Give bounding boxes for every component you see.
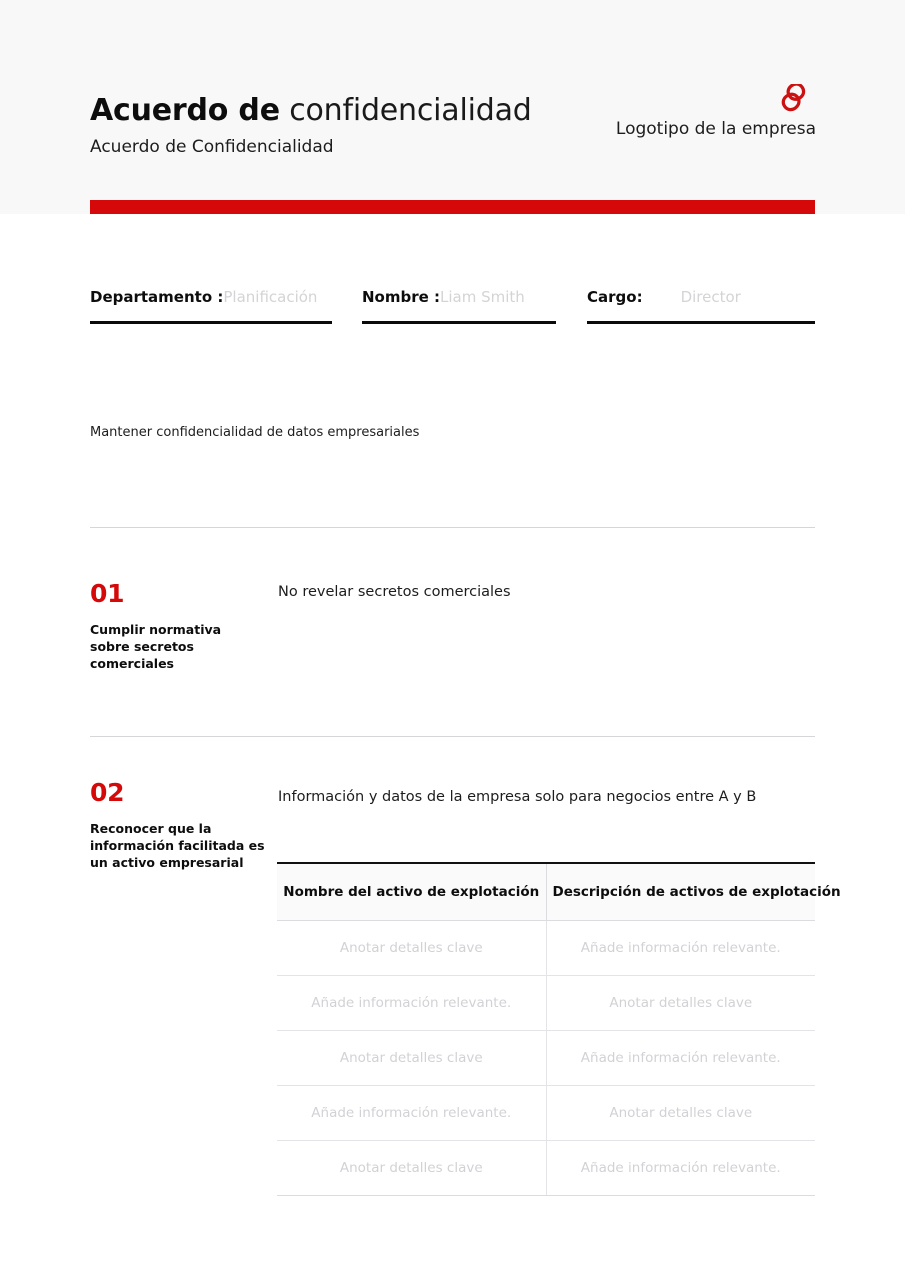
section-02-number: 02 xyxy=(90,778,125,807)
intro-text: Mantener confidencialidad de datos empresariales xyxy=(90,425,420,440)
table-cell[interactable]: Anotar detalles clave xyxy=(546,975,815,1030)
table-row[interactable] xyxy=(277,1030,815,1085)
section-01-subtitle: Cumplir normativa sobre secretos comerciales xyxy=(90,622,222,671)
field-nombre-underline xyxy=(362,321,556,324)
table-body xyxy=(277,920,815,1195)
section-divider-1 xyxy=(90,527,815,528)
table-cell[interactable]: Añade información relevante. xyxy=(546,1030,815,1085)
field-departamento-label: Departamento : xyxy=(90,288,224,306)
field-departamento-value: Planificación xyxy=(223,288,318,306)
field-nombre-label: Nombre : xyxy=(362,288,441,306)
section-01 xyxy=(90,580,815,672)
table-cell[interactable]: Anotar detalles clave xyxy=(277,1030,546,1085)
table-row[interactable] xyxy=(277,1140,815,1195)
field-departamento[interactable] xyxy=(90,288,332,336)
field-nombre-value: Liam Smith xyxy=(440,288,525,306)
field-cargo-underline xyxy=(587,321,815,324)
section-divider-2 xyxy=(90,736,815,737)
title-block xyxy=(90,92,610,158)
table-cell[interactable]: Anotar detalles clave xyxy=(277,920,546,975)
fields-row xyxy=(90,288,815,336)
table-row[interactable] xyxy=(277,920,815,975)
table-header-row xyxy=(277,863,815,920)
section-01-number: 01 xyxy=(90,579,125,608)
page-subtitle: Acuerdo de Confidencialidad xyxy=(90,137,334,157)
brand-block xyxy=(586,84,816,140)
page-title-light: confidencialidad xyxy=(289,93,532,128)
table-cell[interactable]: Añade información relevante. xyxy=(546,920,815,975)
table-cell[interactable]: Anotar detalles clave xyxy=(277,1140,546,1195)
field-cargo[interactable] xyxy=(587,288,815,336)
section-02-body: Información y datos de la empresa solo para negocios entre A y B xyxy=(278,789,757,805)
table-header-cell-description: Descripción de activos de explotación xyxy=(546,863,815,920)
brand-label: Logotipo de la empresa xyxy=(615,119,816,139)
table-row[interactable] xyxy=(277,1085,815,1140)
field-nombre[interactable] xyxy=(362,288,556,336)
field-departamento-underline xyxy=(90,321,332,324)
table-cell[interactable]: Añade información relevante. xyxy=(546,1140,815,1195)
table-cell[interactable]: Añade información relevante. xyxy=(277,975,546,1030)
page-title xyxy=(90,92,610,130)
table-cell[interactable]: Añade información relevante. xyxy=(277,1085,546,1140)
asset-table xyxy=(277,862,841,1196)
field-cargo-label: Cargo: xyxy=(587,288,643,306)
table-cell[interactable]: Anotar detalles clave xyxy=(546,1085,815,1140)
infinity-loop-icon xyxy=(781,84,811,115)
section-02 xyxy=(90,779,815,871)
accent-bar xyxy=(90,200,815,214)
section-01-body: No revelar secretos comerciales xyxy=(278,584,511,600)
field-cargo-value: Director xyxy=(680,288,741,306)
table-header-cell-name: Nombre del activo de explotación xyxy=(277,863,546,920)
section-02-subtitle: Reconocer que la información facilitada es un activo empresarial xyxy=(90,821,265,870)
page-title-bold: Acuerdo de xyxy=(90,93,280,128)
table-row[interactable] xyxy=(277,975,815,1030)
